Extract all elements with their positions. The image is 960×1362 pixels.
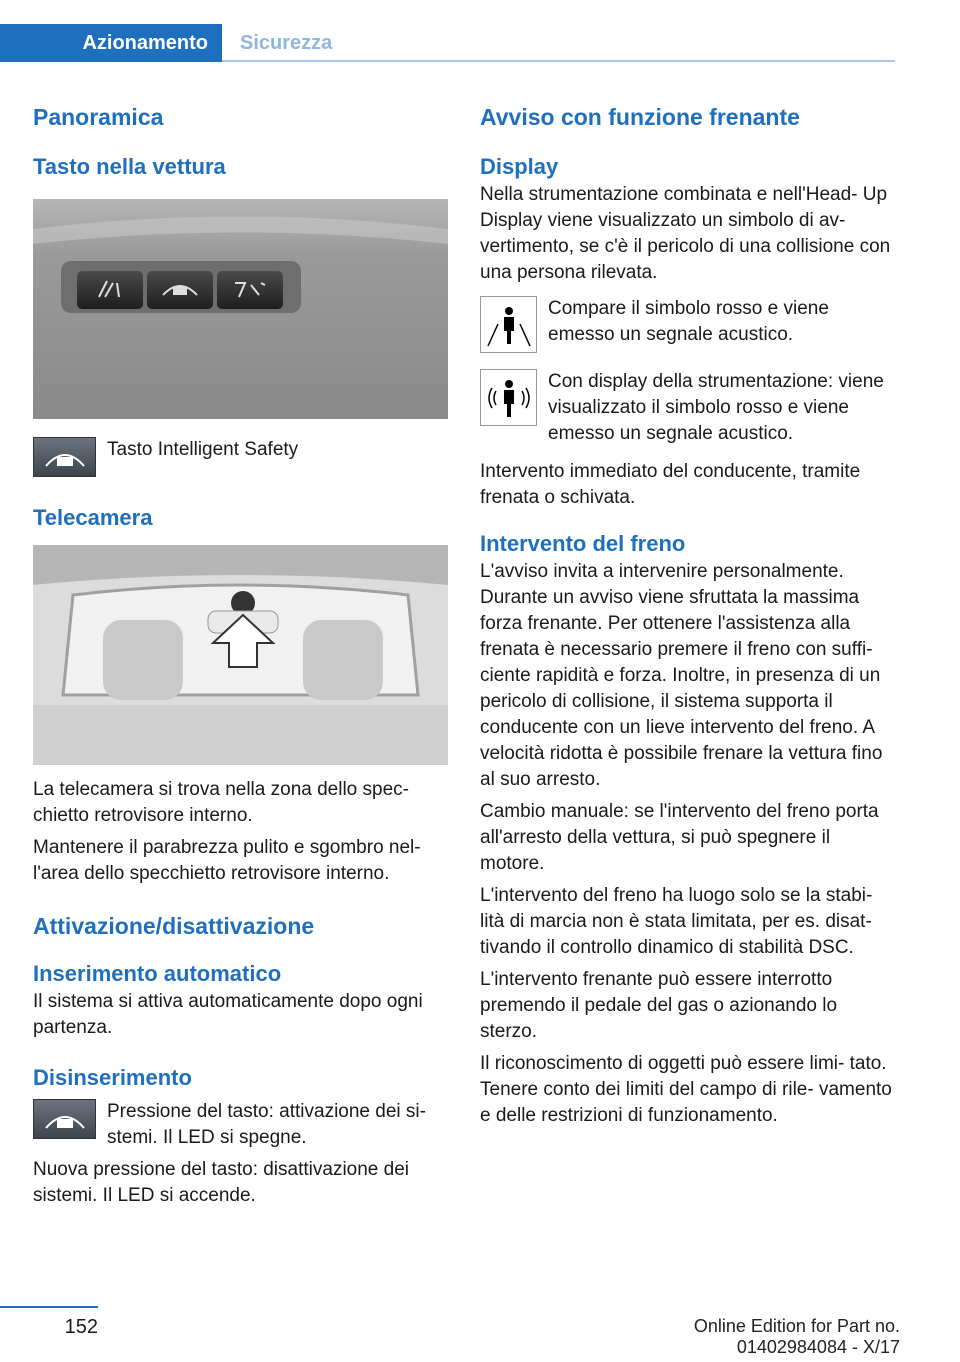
warning-symbol-1-row [480,296,895,353]
intelligent-safety-button-icon [33,1099,96,1139]
heading-inserimento: Inserimento automatico [33,961,282,986]
button-legend [33,437,448,477]
freno-paragraph-1: L'avviso invita a intervenire personalmente. Durante un avviso viene sfruttata la massima forza frenante. Per ottenere l'assistenza alla frenata è necessario premere il freno con suffi‐ ciente rapidità e forza. Inoltre, in presenza di un pericolo di collisione, il sistema supporta il conducente con un lieve intervento del freno. A velocità ridotta è possibile frenare la vettura fino al suo arresto. [480,561,883,790]
tab-azionamento[interactable]: Azionamento [0,24,222,62]
left-column [33,100,448,1209]
intelligent-safety-button-icon [33,437,96,477]
pedestrian-sound-warning-icon [480,369,537,426]
freno-paragraph-3: L'intervento del freno ha luogo solo se la stabi‐ lità di marcia non è stata limitata, per es. disat‐ tivando il controllo dinamico di stabilità DSC. [480,885,873,958]
footer-rule [0,1306,98,1308]
camera-photo [33,545,448,765]
display-paragraph: Nella strumentazione combinata e nell'Head- Up Display viene visualizzato un simbolo di av‐ vertimento, se c'è il pericolo di una collisione con una persona rilevata. [480,184,891,283]
camera-paragraph-1: La telecamera si trova nella zona dello spec‐ chietto retrovisore interno. [33,779,409,826]
camera-paragraph-2: Mantenere il parabrezza pulito e sgombro nel‐ l'area dello specchietto retrovisore interno. [33,837,421,884]
disinserimento-paragraph: Nuova pressione del tasto: disattivazione dei sistemi. Il LED si accende. [33,1159,410,1206]
heading-disinserimento: Disinserimento [33,1065,192,1090]
warning-symbol-2-row [480,369,895,447]
button-panel-photo [33,199,448,419]
warning-symbol-2-text: Con display della strumentazione: viene visualizzato il simbolo rosso e viene emesso un segnale acustico. [548,371,884,444]
tab-sicurezza[interactable]: Sicurezza [240,32,333,54]
heading-telecamera: Telecamera [33,505,153,530]
heading-panoramica: Panoramica [33,104,164,130]
warning-symbol-1-text: Compare il simbolo rosso e viene emesso un segnale acustico. [548,298,829,345]
disinserimento-symbol-text: Pressione del tasto: attivazione dei si‐ stemi. Il LED si spegne. [107,1101,426,1148]
button-label: Tasto Intelligent Safety [107,439,299,460]
heading-intervento-freno: Intervento del freno [480,531,686,556]
freno-paragraph-5: Il riconoscimento di oggetti può essere limi‐ tato. Tenere conto dei limiti del campo di rile‐ vamento e delle restrizioni di funzionamento. [480,1053,892,1126]
freno-paragraph-2: Cambio manuale: se l'intervento del freno porta all'arresto della vettura, si può spegnere il motore. [480,801,879,874]
disinserimento-legend [33,1099,448,1151]
heading-attivazione: Attivazione/disattivazione [33,913,315,939]
tab-divider [222,60,895,62]
page-number: 152 [64,1316,98,1338]
pedestrian-warning-icon [480,296,537,353]
heading-avviso: Avviso con funzione frenante [480,104,800,130]
edition-note: Online Edition for Part no. 01402984084 - X/17 [693,1316,900,1357]
freno-paragraph-4: L'intervento frenante può essere interrotto premendo il pedale del gas o azionando lo sterzo. [480,969,838,1042]
heading-display: Display [480,154,559,179]
chapter-tabs [0,24,895,62]
right-column [480,100,895,1129]
heading-tasto-vettura: Tasto nella vettura [33,154,226,179]
intervento-paragraph: Intervento immediato del conducente, tramite frenata o schivata. [480,461,861,508]
inserimento-paragraph: Il sistema si attiva automaticamente dopo ogni partenza. [33,991,423,1038]
